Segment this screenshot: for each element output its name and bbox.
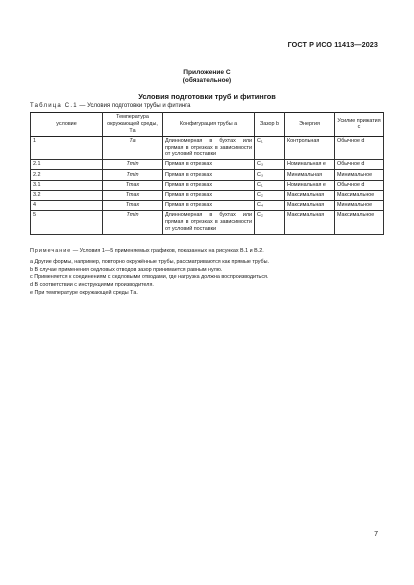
cell-condition: 2.2 xyxy=(31,170,103,180)
cell-temperature: Tmin xyxy=(103,210,163,234)
footnote: a Другие формы, например, повторно окружённые трубы, рассматриваются как прямые трубы. xyxy=(30,258,269,265)
cell-configuration: Прямая в отрезках xyxy=(163,200,255,210)
page-number: 7 xyxy=(374,531,378,538)
column-header: условие xyxy=(31,113,103,137)
table-note xyxy=(30,248,383,256)
section-title: Условия подготовки труб и фитингов xyxy=(138,92,276,101)
cell-temperature: Tmax xyxy=(103,190,163,200)
footnote: e При температуре окружающей среды Tа. xyxy=(30,290,138,297)
cell-gap: C₂ xyxy=(255,190,285,200)
annex-status: (обязательное) xyxy=(182,77,232,84)
table-row xyxy=(31,210,384,234)
cell-temperature: Tmax xyxy=(103,180,163,190)
cell-force: Максимальное xyxy=(335,190,384,200)
cell-gap: C₄ xyxy=(255,200,285,210)
cell-energy: Максимальная xyxy=(285,190,335,200)
table-caption-text: — Условия подготовки трубы и фитинга xyxy=(79,103,191,109)
cell-force: Обычное d xyxy=(335,136,384,160)
cell-force: Минимальное xyxy=(335,200,384,210)
cell-condition: 3.2 xyxy=(31,190,103,200)
annex-title: Приложение С xyxy=(183,69,231,76)
cell-configuration: Длинномерная в бухтах или прямая в отрезках в зависимости от условий поставки xyxy=(163,210,255,234)
table-row xyxy=(31,170,384,180)
cell-condition: 1 xyxy=(31,136,103,160)
cell-configuration: Длинномерная в бухтах или прямая в отрезках в зависимости от условий поставки xyxy=(163,136,255,160)
cell-force: Максимальное xyxy=(335,210,384,234)
column-header: Энергия xyxy=(285,113,335,137)
cell-gap: C₁ xyxy=(255,136,285,160)
cell-energy: Номинальная e xyxy=(285,160,335,170)
cell-temperature: Tmax xyxy=(103,200,163,210)
cell-gap: C₂ xyxy=(255,210,285,234)
column-header: Конфигурация трубы a xyxy=(163,113,255,137)
cell-temperature: Tmin xyxy=(103,160,163,170)
cell-temperature: Tmin xyxy=(103,170,163,180)
cell-energy: Номинальная e xyxy=(285,180,335,190)
cell-configuration: Прямая в отрезках xyxy=(163,190,255,200)
table-row xyxy=(31,190,384,200)
table-row xyxy=(31,160,384,170)
cell-configuration: Прямая в отрезках xyxy=(163,160,255,170)
footnote: c Применяется к соединениям с седловыми отводами, где нагрузка должна воспроизводиться. xyxy=(30,274,269,281)
column-header: Температура окружающей среды, Tа xyxy=(103,113,163,137)
cell-energy: Максимальная xyxy=(285,210,335,234)
column-header: Усилие прижатия c xyxy=(335,113,384,137)
cell-force: Обычное d xyxy=(335,180,384,190)
column-header: Зазор b xyxy=(255,113,285,137)
conditions-table xyxy=(30,112,384,235)
cell-temperature: Tа xyxy=(103,136,163,160)
cell-energy: Контрольная xyxy=(285,136,335,160)
cell-condition: 5 xyxy=(31,210,103,234)
footnote: b В случае применения седловых отводов зазор принимается равным нулю. xyxy=(30,266,223,273)
cell-gap: C₃ xyxy=(255,160,285,170)
cell-gap: C₃ xyxy=(255,170,285,180)
table-row xyxy=(31,136,384,160)
cell-configuration: Прямая в отрезках xyxy=(163,180,255,190)
cell-force: Минимальное xyxy=(335,170,384,180)
table-header-row xyxy=(31,113,384,137)
cell-energy: Максимальная xyxy=(285,200,335,210)
notes xyxy=(30,248,383,298)
cell-energy: Минимальная xyxy=(285,170,335,180)
cell-condition: 2.1 xyxy=(31,160,103,170)
table-caption xyxy=(30,103,191,109)
table-row xyxy=(31,200,384,210)
footnote: d В соответствии с инструкциями производителя. xyxy=(30,282,154,289)
table-caption-label: Таблица С.1 xyxy=(30,103,78,109)
cell-configuration: Прямая в отрезках xyxy=(163,170,255,180)
standard-id: ГОСТ Р ИСО 11413—2023 xyxy=(287,40,378,49)
cell-gap: C₁ xyxy=(255,180,285,190)
cell-condition: 4 xyxy=(31,200,103,210)
cell-condition: 3.1 xyxy=(31,180,103,190)
cell-force: Обычное d xyxy=(335,160,384,170)
table-row xyxy=(31,180,384,190)
note-label: Примечание xyxy=(30,248,72,254)
note-text: — Условия 1—5 применяемых графиков, показанных на рисунках В.1 и В.2. xyxy=(72,248,264,254)
